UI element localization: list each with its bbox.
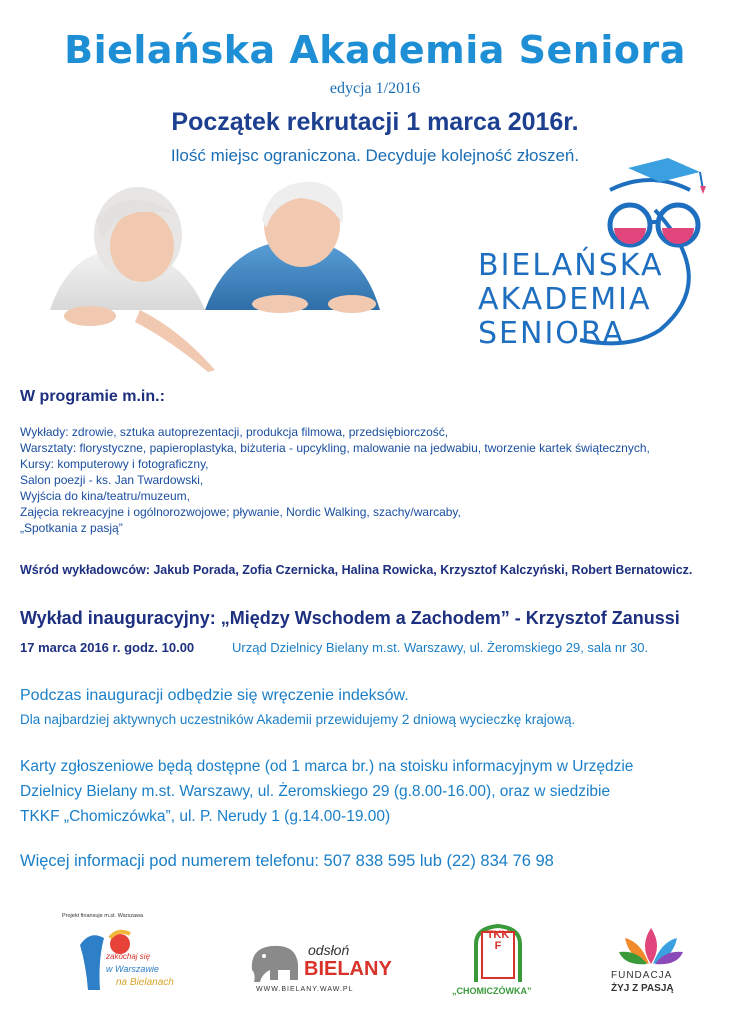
- program-item: Wykłady: zdrowie, sztuka autoprezentacji, produkcja filmowa, przedsiębiorczość,: [20, 425, 449, 439]
- forms-info-line: Karty zgłoszeniowe będą dostępne (od 1 marca br.) na stoisku informacyjnym w Urzędzie: [20, 758, 634, 775]
- elephant-icon: [248, 940, 304, 984]
- program-heading: W programie m.in.:: [20, 388, 165, 405]
- seniors-photo: [30, 180, 430, 380]
- logo-tkkf: [450, 920, 560, 1000]
- logo2-main: BIELANY: [304, 958, 392, 980]
- program-item: Warsztaty: florystyczne, papieroplastyka, biżuteria - upcykling, malowanie na jedwabiu, tworzenie kartek świątecznych,: [20, 441, 650, 455]
- logo-fundacja: [605, 920, 715, 1010]
- inaugural-lecture-title: Wykład inauguracyjny: „Między Wschodem a Zachodem” - Krzysztof Zanussi: [20, 608, 680, 628]
- program-item: Kursy: komputerowy i fotograficzny,: [20, 457, 209, 471]
- inaugural-lecture-date: 17 marca 2016 r. godz. 10.00: [20, 640, 195, 655]
- logo4-line2: ŻYJ Z PASJĄ: [611, 983, 674, 994]
- recruitment-start: Początek rekrutacji 1 marca 2016r.: [171, 108, 579, 136]
- logo3-main: TKKF: [486, 929, 510, 952]
- logo-zakochaj-sie: [70, 920, 190, 1000]
- logo4-line1: FUNDACJA: [611, 970, 673, 981]
- program-item: Salon poezji - ks. Jan Twardowski,: [20, 473, 204, 487]
- forms-info-line: TKKF „Chomiczówka”, ul. P. Nerudy 1 (g.14.00-19.00): [20, 808, 391, 825]
- logo1-line1: zakochaj się: [106, 952, 151, 961]
- trip-note: Dla najbardziej aktywnych uczestników Akademii przewidujemy 2 dniową wycieczkę krajową.: [20, 712, 576, 727]
- logo1-line2: w Warszawie: [106, 964, 159, 974]
- logo2-top: odsłoń: [308, 942, 350, 958]
- funder-note: Projekt finansuje m.st. Warszawa: [62, 913, 144, 919]
- logo-text-line2: AKADEMIA: [478, 282, 652, 317]
- logo-odslon-bielany: [248, 920, 392, 1000]
- index-ceremony-note: Podczas inauguracji odbędzie się wręczenie indeksów.: [20, 687, 409, 704]
- limited-places-note: Ilość miejsc ograniczona. Decyduje kolejność złoszeń.: [170, 146, 580, 165]
- program-item: Wyjścia do kina/teatru/muzeum,: [20, 489, 190, 503]
- logo2-url: WWW.BIELANY.WAW.PL: [256, 986, 354, 993]
- inaugural-lecture-place: Urząd Dzielnicy Bielany m.st. Warszawy, ul. Żeromskiego 29, sala nr 30.: [232, 640, 649, 655]
- forms-info-line: Dzielnicy Bielany m.st. Warszawy, ul. Żeromskiego 29 (g.8.00-16.00), oraz w siedzibie: [20, 783, 611, 800]
- lecturers-list: Wśród wykładowców: Jakub Porada, Zofia Czernicka, Halina Rowicka, Krzysztof Kalczyński, Robert Bernatowicz.: [20, 563, 693, 577]
- program-item: „Spotkania z pasją”: [20, 521, 123, 535]
- phone-info: Więcej informacji pod numerem telefonu: 507 838 595 lub (22) 834 76 98: [20, 852, 554, 870]
- logo-text-line1: BIELAŃSKA: [478, 248, 664, 283]
- page-title: Bielańska Akademia Seniora: [64, 28, 686, 72]
- logo-text-line3: SENIORA: [478, 316, 626, 351]
- lotus-icon: [619, 926, 683, 966]
- logo1-line3: na Bielanach: [116, 977, 174, 988]
- edition-label: edycja 1/2016: [329, 80, 421, 97]
- logo3-sub: „CHOMICZÓWKA”: [452, 986, 532, 996]
- program-item: Zajęcia rekreacyjne i ogólnorozwojowe; pływanie, Nordic Walking, szachy/warcaby,: [20, 505, 461, 519]
